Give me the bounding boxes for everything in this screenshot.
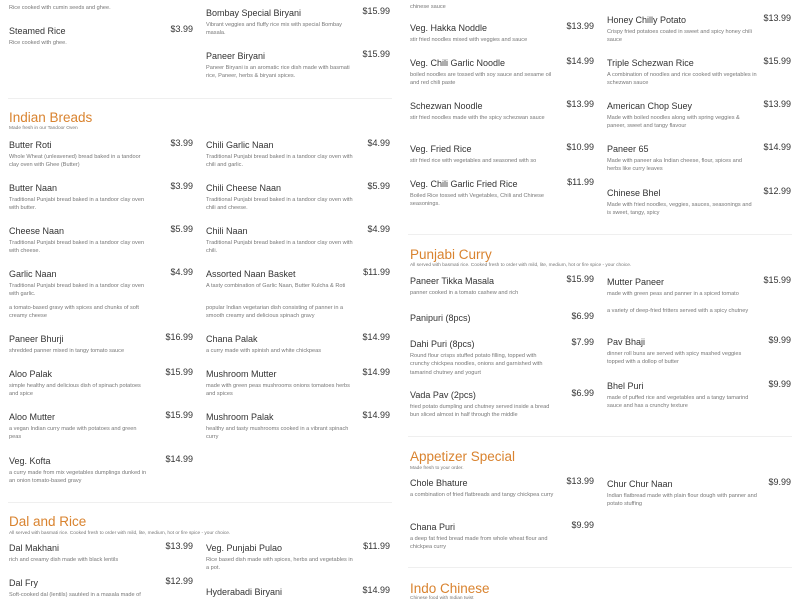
- menu-item-description: a vegan Indian curry made with potatoes and green peas: [9, 426, 137, 441]
- menu-item-price: $14.99: [763, 142, 791, 152]
- menu-item-description: Rice cooked with ghee.: [9, 40, 67, 46]
- menu-item-description: Traditional Punjabi bread baked in a tandoor clay oven with chili.: [206, 240, 353, 255]
- menu-item-name: Chana Puri: [410, 522, 456, 532]
- menu-item-name: Bhel Puri: [607, 381, 644, 391]
- menu-item-name: American Chop Suey: [607, 101, 693, 111]
- section-title: Indo Chinese: [410, 581, 490, 596]
- menu-item-name: Veg. Chili Garlic Noodle: [410, 58, 506, 68]
- section-title: Dal and Rice: [9, 514, 87, 529]
- menu-item-price: $13.99: [763, 99, 791, 109]
- section-subtitle: Made fresh in our Tandoor Oven: [9, 126, 78, 131]
- section-title: Indian Breads: [9, 110, 93, 125]
- menu-item-name: Triple Schezwan Rice: [607, 58, 694, 68]
- menu-item-price: $9.99: [768, 379, 791, 389]
- menu-item-description: Made with boiled noodles along with spring veggies & paneer, sweet and tangy flavour: [607, 115, 740, 130]
- menu-item-name: Chur Chur Naan: [607, 479, 673, 489]
- menu-item-description: a variety of deep-fried fritters served with a spicy chutney: [607, 308, 749, 314]
- menu-item-description: Soft-cooked dal (lentils) sautéed in a masala made of: [9, 592, 141, 598]
- menu-item-description: Round flour crisps stuffed potato filling, topped with crunchy chickpea noodles, onions and garnished with tamarind chutney and yogurt: [410, 353, 543, 376]
- menu-item-price: $15.99: [165, 367, 193, 377]
- menu-item-description: boiled noodles are tossed with soy sauce and sesame oil and red chili paste: [410, 72, 552, 87]
- menu-item-name: Paneer Bhurji: [9, 334, 64, 344]
- menu-item-description: made with green peas mushrooms onions tomatoes herbs and spices: [206, 383, 350, 398]
- section-title: Punjabi Curry: [410, 247, 492, 262]
- section-title: Appetizer Special: [410, 449, 516, 464]
- menu-item-description: dinner roll buns are served with spicy mashed veggies topped with a dollop of butter: [607, 351, 742, 366]
- menu-item-price: $14.99: [362, 367, 390, 377]
- menu-item-description: Made with fried noodles, veggies, sauces, seasonings and is sweet, tangy, spicy: [607, 202, 752, 217]
- menu-item-price: $14.99: [362, 332, 390, 342]
- menu-item-price: $14.99: [165, 454, 193, 464]
- section-divider: [408, 234, 792, 235]
- menu-item-name: Hyderabadi Biryani: [206, 587, 283, 597]
- menu-item-name: Veg. Kofta: [9, 456, 51, 466]
- menu-item-description: Indian flatbread made with plain flour dough with panner and potato stuffing: [607, 493, 757, 508]
- menu-item-price: $4.99: [367, 224, 390, 234]
- menu-item-price: $15.99: [566, 274, 594, 284]
- menu-item-description: a deep fat fried bread made from whole wheat flour and chickpea curry: [410, 536, 548, 551]
- menu-item-description: a combination of fried flatbreads and tangy chickpea curry: [410, 492, 554, 498]
- menu-item-description: shredded panner mixed in tangy tomato sauce: [9, 348, 125, 354]
- menu-item-description: Rice cooked with cumin seeds and ghee.: [9, 5, 111, 11]
- menu-item-description: simple healthy and delicious dish of spinach potatoes and spice: [9, 383, 141, 398]
- menu-item-price: $9.99: [768, 477, 791, 487]
- section-divider: [8, 502, 392, 503]
- menu-item-name: Pav Bhaji: [607, 337, 646, 347]
- menu-item-name: Dahi Puri (8pcs): [410, 339, 475, 349]
- menu-item-price: $6.99: [571, 388, 594, 398]
- menu-item-name: Garlic Naan: [9, 269, 57, 279]
- menu-item-price: $4.99: [170, 267, 193, 277]
- menu-item-description: Traditional Punjabi bread baked in a tandoor clay oven with butter.: [9, 197, 145, 212]
- menu-item-description: a tomato-based gravy with spices and chunks of soft creamy cheese: [9, 305, 139, 320]
- menu-item-name: Paneer 65: [607, 144, 649, 154]
- menu-item-name: Veg. Fried Rice: [410, 144, 472, 154]
- menu-item-name: Honey Chilly Potato: [607, 15, 687, 25]
- menu-item-name: Aloo Palak: [9, 369, 53, 379]
- menu-item-description: fried potato dumpling and chutney served inside a bread bun sliced almost in half through the middle: [410, 404, 550, 419]
- menu-item-name: Cheese Naan: [9, 226, 65, 236]
- menu-item-name: Chili Cheese Naan: [206, 183, 282, 193]
- menu-item-description: healthy and tasty mushrooms cooked in a vibrant spinach curry: [206, 426, 349, 441]
- menu-item-price: $15.99: [763, 275, 791, 285]
- menu-item-price: $15.99: [362, 6, 390, 16]
- menu-item-price: $3.99: [170, 181, 193, 191]
- menu-item-price: $14.99: [362, 585, 390, 595]
- menu-item-name: Mutter Paneer: [607, 277, 665, 287]
- menu-item-description: Traditional Punjabi bread baked in a tandoor clay oven with garlic.: [9, 283, 145, 298]
- menu-item-price: $13.99: [566, 21, 594, 31]
- menu-item-price: $11.99: [363, 267, 390, 277]
- menu-item-name: Schezwan Noodle: [410, 101, 483, 111]
- menu-item-price: $9.99: [768, 335, 791, 345]
- menu-item-price: $3.99: [170, 24, 193, 34]
- menu-item-price: $14.99: [566, 56, 594, 66]
- menu-item-name: Butter Naan: [9, 183, 58, 193]
- menu-item-price: $15.99: [165, 410, 193, 420]
- menu-item-name: Aloo Mutter: [9, 412, 56, 422]
- menu-item-description: A combination of noodles and rice cooked with vegetables in schezwan sauce: [607, 72, 757, 87]
- menu-item-name: Paneer Biryani: [206, 51, 266, 61]
- menu-item-description: Whole Wheat (unleavened) bread baked in a tandoor clay oven with Ghee (Butter): [9, 154, 141, 169]
- section-divider: [408, 567, 792, 568]
- menu-item-name: Steamed Rice: [9, 26, 66, 36]
- menu-item-description: stir fried noodles mixed with veggies and sauce: [410, 37, 528, 43]
- menu-item-description: Made with paneer aka Indian cheese, flour, spices and herbs like curry leaves: [607, 158, 742, 173]
- menu-item-price: $5.99: [367, 181, 390, 191]
- menu-item-description: made of puffed rice and vegetables and a tangy tamarind sauce and has a crunchy texture: [607, 395, 749, 410]
- menu-item-name: Dal Makhani: [9, 543, 60, 553]
- menu-item-description: chinese sauce: [410, 4, 446, 10]
- section-subtitle: All served with basmati rice. Cooked fresh to order with mild, lite, medium, hot or fire spice - your choice.: [9, 531, 231, 536]
- menu-item-price: $5.99: [170, 224, 193, 234]
- menu-item-name: Chili Garlic Naan: [206, 140, 274, 150]
- menu-item-price: $3.99: [170, 138, 193, 148]
- menu-item-price: $13.99: [165, 541, 193, 551]
- menu-item-description: Traditional Punjabi bread baked in a tandoor clay oven with chili and cheese.: [206, 197, 353, 212]
- menu-item-name: Panipuri (8pcs): [410, 313, 471, 323]
- menu-item-name: Veg. Punjabi Pulao: [206, 543, 283, 553]
- menu-item-name: Chole Bhature: [410, 478, 468, 488]
- menu-item-price: $9.99: [571, 520, 594, 530]
- section-subtitle: Chinese food with Indian twist: [410, 596, 474, 601]
- menu-item-price: $10.99: [566, 142, 594, 152]
- section-subtitle: All served with basmati rice. Cooked fresh to order with mild, lite, medium, hot or fire spice - your choice.: [410, 263, 632, 268]
- menu-item-description: a curry made with spinish and white chickpeas: [206, 348, 322, 354]
- menu-item-name: Bombay Special Biryani: [206, 8, 302, 18]
- menu-item-description: stir fried rice with vegetables and seasoned with so: [410, 158, 537, 164]
- menu-item-description: panner cooked in a tomato cashew and rich: [410, 290, 519, 296]
- menu-item-price: $4.99: [367, 138, 390, 148]
- menu-item-price: $13.99: [763, 13, 791, 23]
- menu-item-price: $12.99: [763, 186, 791, 196]
- menu-item-description: A tasty combination of Garlic Naan, Butter Kulcha & Roti: [206, 283, 346, 289]
- menu-item-price: $15.99: [362, 49, 390, 59]
- section-divider: [408, 436, 792, 437]
- menu-item-price: $6.99: [571, 311, 594, 321]
- menu-item-price: $7.99: [571, 337, 594, 347]
- menu-item-name: Mushroom Palak: [206, 412, 274, 422]
- menu-item-description: Traditional Punjabi bread baked in a tandoor clay oven with cheese.: [9, 240, 145, 255]
- menu-item-description: Boiled Rice tossed with Vegetables, Chili and Chinese seasonings.: [410, 193, 545, 208]
- menu-item-price: $13.99: [566, 99, 594, 109]
- menu-item-name: Mushroom Mutter: [206, 369, 277, 379]
- menu-item-name: Dal Fry: [9, 578, 38, 588]
- menu-item-description: popular Indian vegetarian dish consisting of panner in a smooth creamy and delicious spinach gravy: [206, 305, 344, 320]
- menu-item-name: Chana Palak: [206, 334, 258, 344]
- menu-item-name: Assorted Naan Basket: [206, 269, 296, 279]
- menu-item-name: Veg. Chili Garlic Fried Rice: [410, 179, 518, 189]
- menu-item-description: Paneer Biryani is an aromatic rice dish made with basmati rice, Paneer, herbs & biryani spices.: [206, 65, 350, 80]
- menu-item-description: Vibrant veggies and fluffy rice mix with special Bombay masala.: [206, 22, 342, 37]
- menu-item-description: stir fried noodles made with the spicy schezwan sauce: [410, 115, 545, 121]
- menu-item-description: Rice based dish made with spices, herbs and vegetables in a pot.: [206, 557, 353, 572]
- menu-item-price: $14.99: [362, 410, 390, 420]
- menu-item-price: $15.99: [763, 56, 791, 66]
- menu-item-name: Paneer Tikka Masala: [410, 276, 495, 286]
- menu-item-description: Crispy fried potatoes coated in sweet and spicy honey chili sauce: [607, 29, 752, 44]
- menu-item-description: a curry made from mix vegetables dumplings dunked in an onion tomato-based gravy: [9, 470, 147, 485]
- menu-item-description: Traditional Punjabi bread baked in a tandoor clay oven with chili and garlic.: [206, 154, 353, 169]
- menu-item-name: Veg. Hakka Noddle: [410, 23, 488, 33]
- section-divider: [8, 98, 392, 99]
- menu-item-description: made with green peas and panner in a spiced tomato: [607, 291, 739, 297]
- menu-item-name: Butter Roti: [9, 140, 52, 150]
- menu-item-description: rich and creamy dish made with black lentils: [9, 557, 119, 563]
- menu-item-name: Chili Naan: [206, 226, 248, 236]
- menu-item-price: $11.99: [567, 177, 594, 187]
- menu-item-price: $16.99: [165, 332, 193, 342]
- menu-item-name: Vada Pav (2pcs): [410, 390, 476, 400]
- menu-item-price: $11.99: [363, 541, 390, 551]
- menu-item-price: $13.99: [566, 476, 594, 486]
- section-subtitle: Made fresh to your order.: [410, 466, 464, 471]
- menu-item-name: Chinese Bhel: [607, 188, 661, 198]
- menu-item-price: $12.99: [165, 576, 193, 586]
